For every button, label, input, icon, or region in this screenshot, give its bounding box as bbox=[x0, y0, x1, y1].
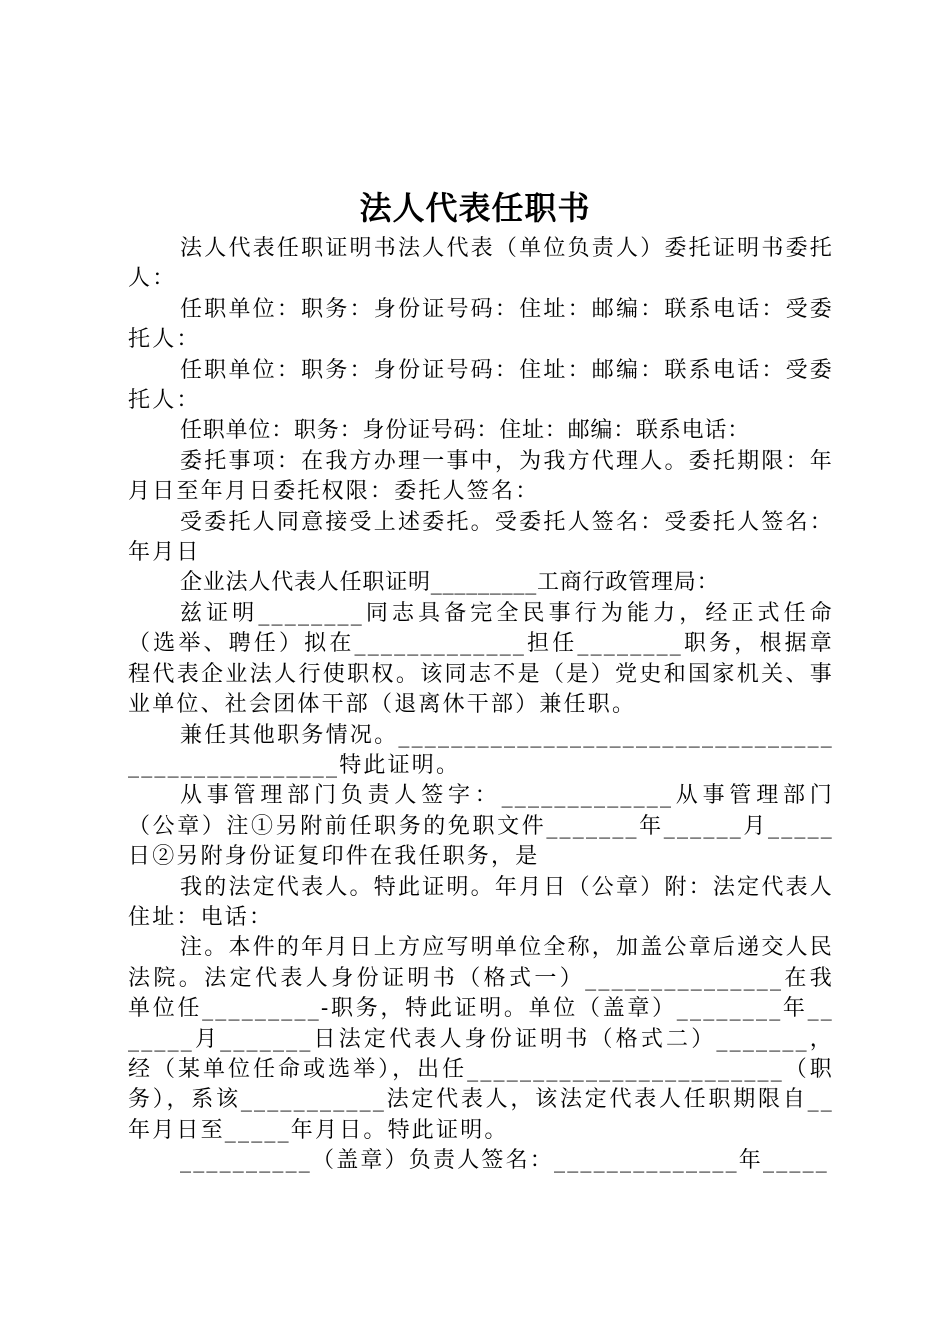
paragraph: 注。本件的年月日上方应写明单位全称，加盖公章后递交人民法院。法定代表人身份证明书（格式一）_______________在我单位任_________-职务，特此证明。单位（盖章）________年_______月_______日法定代表人身份证明书（格式二）_______，经（某单位任命或选举），出任________________________（职务），系该___________法定代表人，该法定代表人任职期限自__年月日至_____年月日。特此证明。 bbox=[128, 935, 834, 1143]
paragraph: 从事管理部门负责人签字：_____________从事管理部门（公章）注①另附前任职务的免职文件_______年______月_____日②另附身份证复印件在我任职务，是 bbox=[128, 783, 834, 870]
document-title: 法人代表任职书 bbox=[359, 189, 591, 227]
paragraph: 任职单位：职务：身份证号码：住址：邮编：联系电话： bbox=[180, 418, 751, 444]
paragraph: 任职单位：职务：身份证号码：住址：邮编：联系电话：受委托人： bbox=[128, 357, 834, 414]
paragraph: 兹证明________同志具备完全民事行为能力，经正式任命（选举、聘任）拟在_____________担任________职务，根据章程代表企业法人行使职权。该同志不是（是）党史和国家机关、事业单位、社会团体干部（退离休干部）兼任职。 bbox=[128, 600, 834, 718]
paragraph: __________（盖章）负责人签名：______________年_____ bbox=[180, 1148, 830, 1174]
paragraph: 委托事项：在我方办理一事中，为我方代理人。委托期限：年月日至年月日委托权限：委托人签名： bbox=[128, 448, 834, 505]
document-body bbox=[128, 234, 834, 1177]
paragraph: 受委托人同意接受上述委托。受委托人签名：受委托人签名：年月日 bbox=[128, 509, 834, 566]
paragraph: 企业法人代表人任职证明_________工商行政管理局： bbox=[180, 570, 720, 596]
paragraph: 任职单位：职务：身份证号码：住址：邮编：联系电话：受委托人： bbox=[128, 296, 834, 353]
paragraph: 兼任其他职务情况。_________________________________________________特此证明。 bbox=[128, 722, 834, 778]
paragraph: 法人代表任职证明书法人代表（单位负责人）委托证明书委托人： bbox=[128, 236, 834, 292]
paragraph: 我的法定代表人。特此证明。年月日（公章）附：法定代表人住址：电话： bbox=[128, 874, 834, 930]
